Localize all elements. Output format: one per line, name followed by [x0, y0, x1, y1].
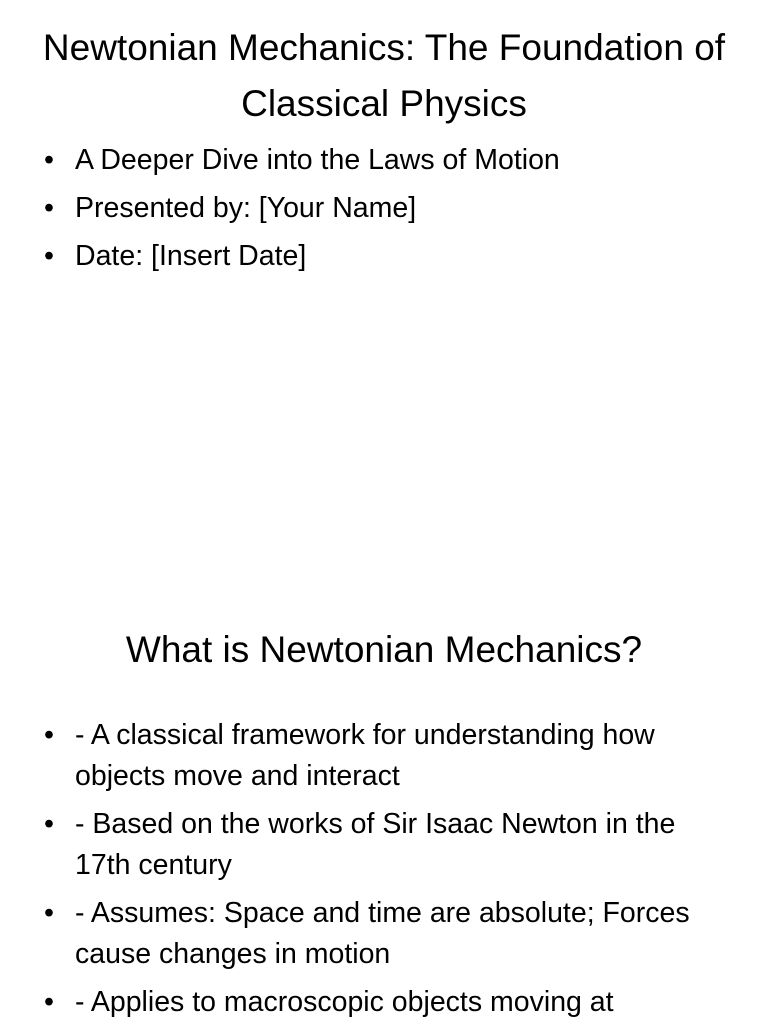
bullet-text: - Based on the works of Sir Isaac Newton in the 17th century — [75, 808, 676, 881]
bullet-icon: • — [44, 897, 54, 929]
bullet-item — [44, 188, 734, 229]
bullet-list — [44, 715, 734, 1024]
bullet-text: - A classical framework for understanding how objects move and interact — [75, 719, 655, 792]
bullet-icon: • — [44, 808, 54, 840]
slide-title: What is Newtonian Mechanics? — [125, 629, 643, 670]
bullet-text: - Assumes: Space and time are absolute; Forces cause changes in motion — [75, 897, 690, 970]
bullet-icon: • — [44, 719, 54, 751]
bullet-icon: • — [44, 192, 54, 224]
bullet-item — [44, 804, 734, 886]
bullet-item — [44, 236, 734, 277]
bullet-item — [44, 140, 734, 181]
slide-2 — [0, 600, 768, 1024]
bullet-icon: • — [44, 144, 54, 176]
bullet-icon: • — [44, 240, 54, 272]
bullet-item — [44, 982, 734, 1023]
bullet-item — [44, 893, 734, 975]
bullet-text: Presented by: [Your Name] — [75, 192, 417, 224]
bullet-icon: • — [44, 986, 54, 1018]
bullet-list — [44, 140, 734, 284]
bullet-text: - Applies to macroscopic objects moving at — [75, 986, 614, 1018]
bullet-text: Date: [Insert Date] — [75, 240, 307, 272]
bullet-text: A Deeper Dive into the Laws of Motion — [75, 144, 560, 176]
bullet-item — [44, 715, 734, 797]
slide-title: Newtonian Mechanics: The Foundation of Classical Physics — [42, 27, 726, 124]
